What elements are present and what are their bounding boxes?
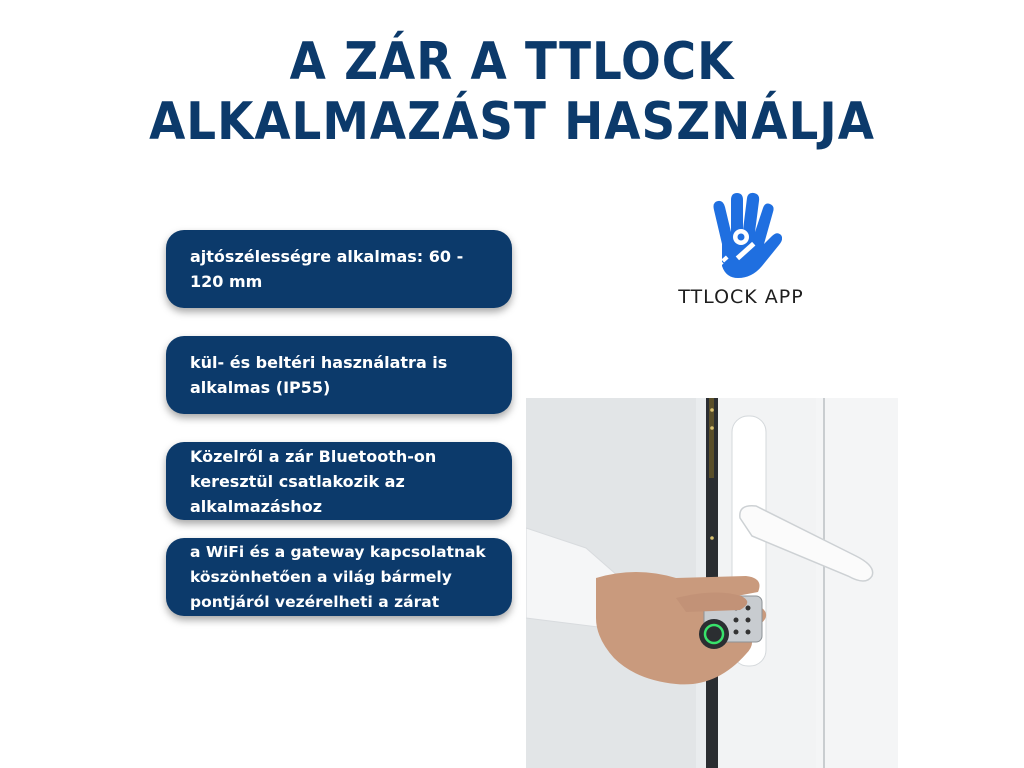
feature-box-ip55 <box>166 336 512 414</box>
feature-box-door-width <box>166 230 512 308</box>
feature-text: ajtószélességre alkalmas: 60 - 120 mm <box>190 247 464 291</box>
hand-with-key-icon <box>700 192 782 282</box>
feature-box-bluetooth <box>166 442 512 520</box>
feature-text: a WiFi és a gateway kapcsolatnak köszönhetően a világ bármely pontjáról vezérelheti a zárat <box>190 542 486 611</box>
feature-box-wifi-gateway <box>166 538 512 616</box>
headline-line-2: ALKALMAZÁST HASZNÁLJA <box>149 92 875 152</box>
headline <box>0 32 1024 152</box>
door-lock-photo <box>526 398 898 768</box>
headline-line-1: A ZÁR A TTLOCK <box>289 32 735 92</box>
feature-text: kül- és beltéri használatra is alkalmas (IP55) <box>190 353 448 397</box>
feature-text: Közelről a zár Bluetooth-on keresztül csatlakozik az alkalmazáshoz <box>190 446 437 516</box>
app-label: TTLOCK APP <box>678 286 804 308</box>
